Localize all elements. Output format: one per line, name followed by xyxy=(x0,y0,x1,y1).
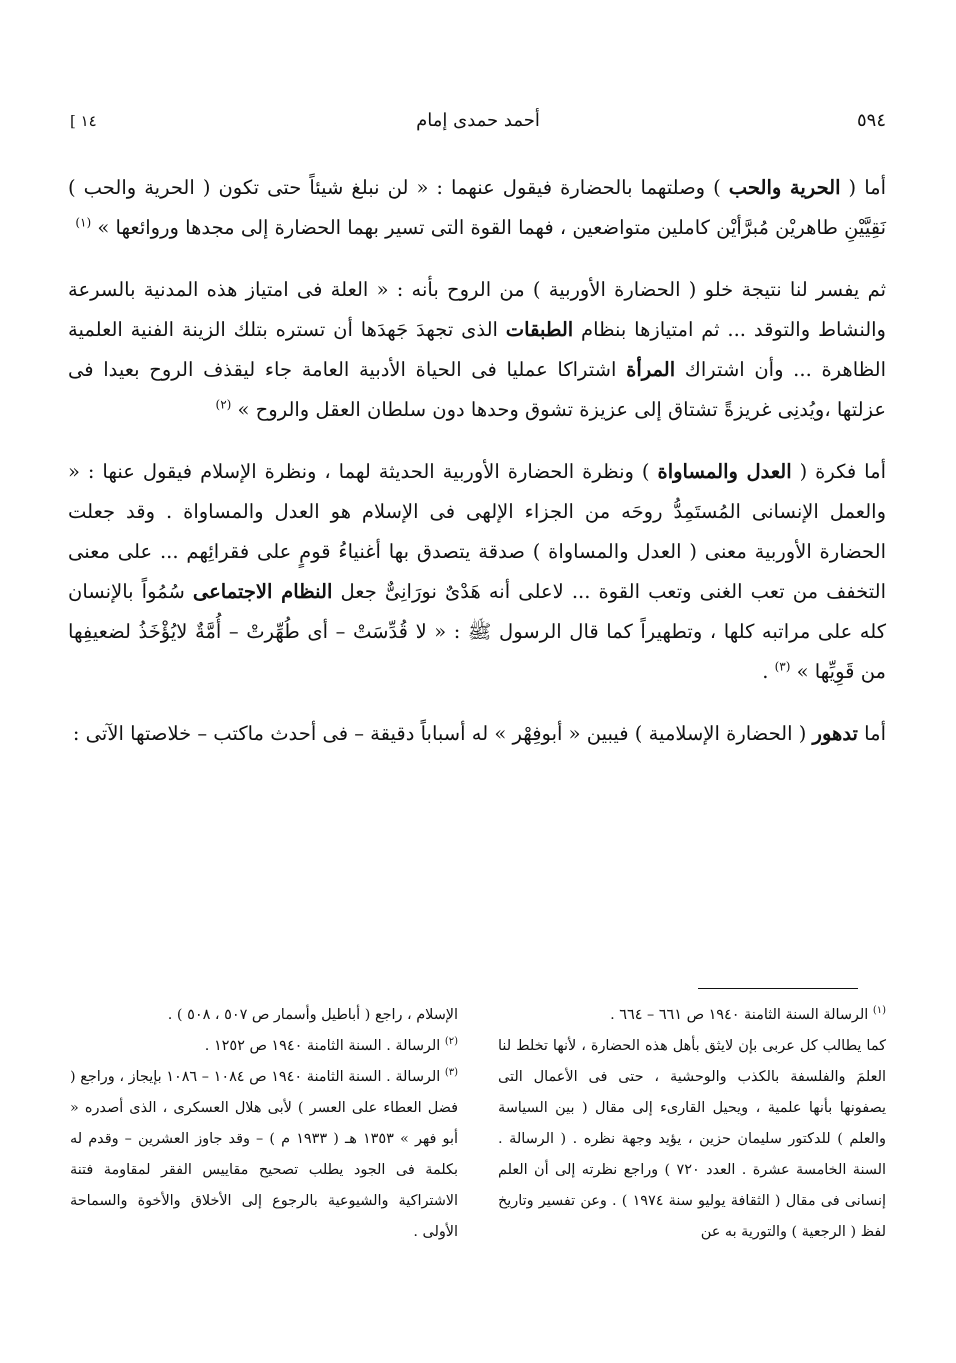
text-run: سُمُواً بالإنسان كله على مراتبه كلها ، وتطهيراً كما قال الرسول ﷺ : « لا قُدِّسَتْ – أى طُهِّرتْ – أُمَّةٌ لايُؤْخَذُ لضعيفِها من قَوِيِّها » xyxy=(68,580,886,683)
footnote-column-right xyxy=(498,1000,886,1248)
paragraph-justice xyxy=(68,452,886,692)
text-run: اشتراكا عمليا فى الحياة الأدبية العامة جاء ليقذف الروح بعيدا فى عزلتها ،ويُدنِى غريزةً تشتاق إلى عزيزة تشوق وحدها دون سلطان العقل والروح » xyxy=(68,358,886,421)
footnote-text: الرسالة . السنة الثامنة ١٩٤٠ ص ١٠٨٤ – ١٠٨٦ بإيجاز ، وراجع ( فضل العطاء على العسر ) لأبى هلال العسكرى ، الذى أصدره « أبو فهر » ١٣٥٣ هـ ( ١٩٣٣ م ) – وقد جاوز العشرين – وقدم له بكلمة فى الجود يطلب تصحيح مقاييس الفقر لمقاومة فتنة الاشتراكية والشيوعية بالرجوع إلى الأخلاق والأخوة والسماحة الأولى . xyxy=(70,1069,458,1240)
text-run: . xyxy=(762,660,775,683)
bold-term: المرأة xyxy=(626,358,676,381)
text-run: أما فكرة ( xyxy=(791,460,886,483)
text-run: أما xyxy=(857,722,886,745)
text-run: ) ونظرة الحضارة الأوربية الحديثة لهما ، ونظرة الإسلام فيقول عنها : « والعمل الإنسانى المُستَمِدُّ روحَه من الجزاء الإلهى فى الإسلام هو العدل والمساواة . وقد جعلت الحضارة الأوربية معنى ( العدل والمساواة ) صدقة يتصدق بها أغنياءُ قومٍ على فقرائِهم ... على معنى التخفف من تعب الغنى وتعب القوة ... لاعلى أنه هَدْىٌ نورَانِىٌّ جعل xyxy=(68,460,886,603)
footnote-1-tail: الإسلام ، راجع ( أباطيل وأسمار ص ٥٠٧ ، ٥٠٨ ) . xyxy=(167,1007,458,1023)
text-run: ) وصلتهما بالحضارة فيقول عنهما : « لن نبلغ شيئاً حتى تكون ( الحرية والحب ) نَقِيَّيْنِ طاهريْن مُبرَّأيْن كاملين متواضعين ، فهما القوة التى تسير بهما الحضارة إلى مجدها وروائعها » xyxy=(68,176,886,239)
bold-term: الطبقات xyxy=(505,318,574,341)
running-title: أحمد حمدى إمام xyxy=(416,110,540,131)
page-header xyxy=(70,106,886,136)
footnote-separator xyxy=(698,988,858,989)
main-text xyxy=(68,168,886,754)
footnote-text: الرسالة السنة الثامنة ١٩٤٠ ص ٦٦١ – ٦٦٤ . xyxy=(610,1007,873,1023)
bold-term: تدهور xyxy=(812,722,858,745)
footnote-text: الرسالة . السنة الثامنة ١٩٤٠ ص ١٢٥٢ . xyxy=(204,1038,445,1054)
bold-term: العدل والمساواة xyxy=(657,460,792,483)
footnote-1-continued: كما يطالب كل عربى بإن لايثق بأهل هذه الحضارة ، لأنها تخلط لنا العلمَ والفلسفة بالكذب والوحشية ، حتى فى الأعمال التى يصفونها بأنها علمية ، ويحيل القارىء إلى مقال ( بين السياسة والعلم ) للدكتور سليمان حزين ، يؤيد وجهة نظره . ( الرسالة . السنة الخامسة عشرة . العدد ٧٢٠ ) وراجع نظرته إلى أن العلم إنسانى فى مقال ( الثقافة يوليو سنة ١٩٧٤ ) . وعن تفسير وتاريخ لفظ ( الرجعية ) والتورية به عن xyxy=(498,1038,887,1240)
footnote-ref-2: (٢) xyxy=(215,397,232,412)
footnote-1 xyxy=(498,1000,886,1031)
text-run: أما ( xyxy=(840,176,887,199)
page-number: ٥٩٤ xyxy=(856,110,886,131)
paragraph-spirit xyxy=(68,270,886,430)
footnote-2 xyxy=(70,1031,458,1062)
bold-term: الحرية والحب xyxy=(728,176,841,199)
bold-term: النظام الاجتماعى xyxy=(192,580,333,603)
paragraph-decline xyxy=(68,714,886,754)
footnote-column-left xyxy=(70,1000,458,1248)
text-run: ( الحضارة الإسلامية ) فيبين « أبوفِهْر » له أسباباً دقيقة – فى أحدث ماكتب – خلاصتها الآتى : xyxy=(72,722,813,745)
footnote-mark: (٢) xyxy=(444,1036,458,1048)
footnote-mark: (١) xyxy=(872,1005,886,1017)
text-run: ثم يفسر لنا نتيجة خلو ( الحضارة الأوربية ) من الروح بأنه : « العلة فى امتياز هذه المدنية بالسرعة والنشاط والتوقد ... ثم امتيازها بنظام xyxy=(68,278,886,341)
text-run: الذى تجهدَ جَهدَها أن تستره بتلك الزينة الفنية العلمية الظاهرة ... وأن اشتراك xyxy=(68,318,887,381)
paragraph-freedom-love xyxy=(68,168,886,248)
footnote-ref-1: (١) xyxy=(75,215,92,230)
footnote-ref-3: (٣) xyxy=(774,659,791,674)
footnotes xyxy=(70,1000,886,1280)
signature-mark: [ ١٤ xyxy=(70,112,97,130)
footnote-3 xyxy=(70,1062,458,1248)
footnote-mark: (٣) xyxy=(444,1067,459,1079)
